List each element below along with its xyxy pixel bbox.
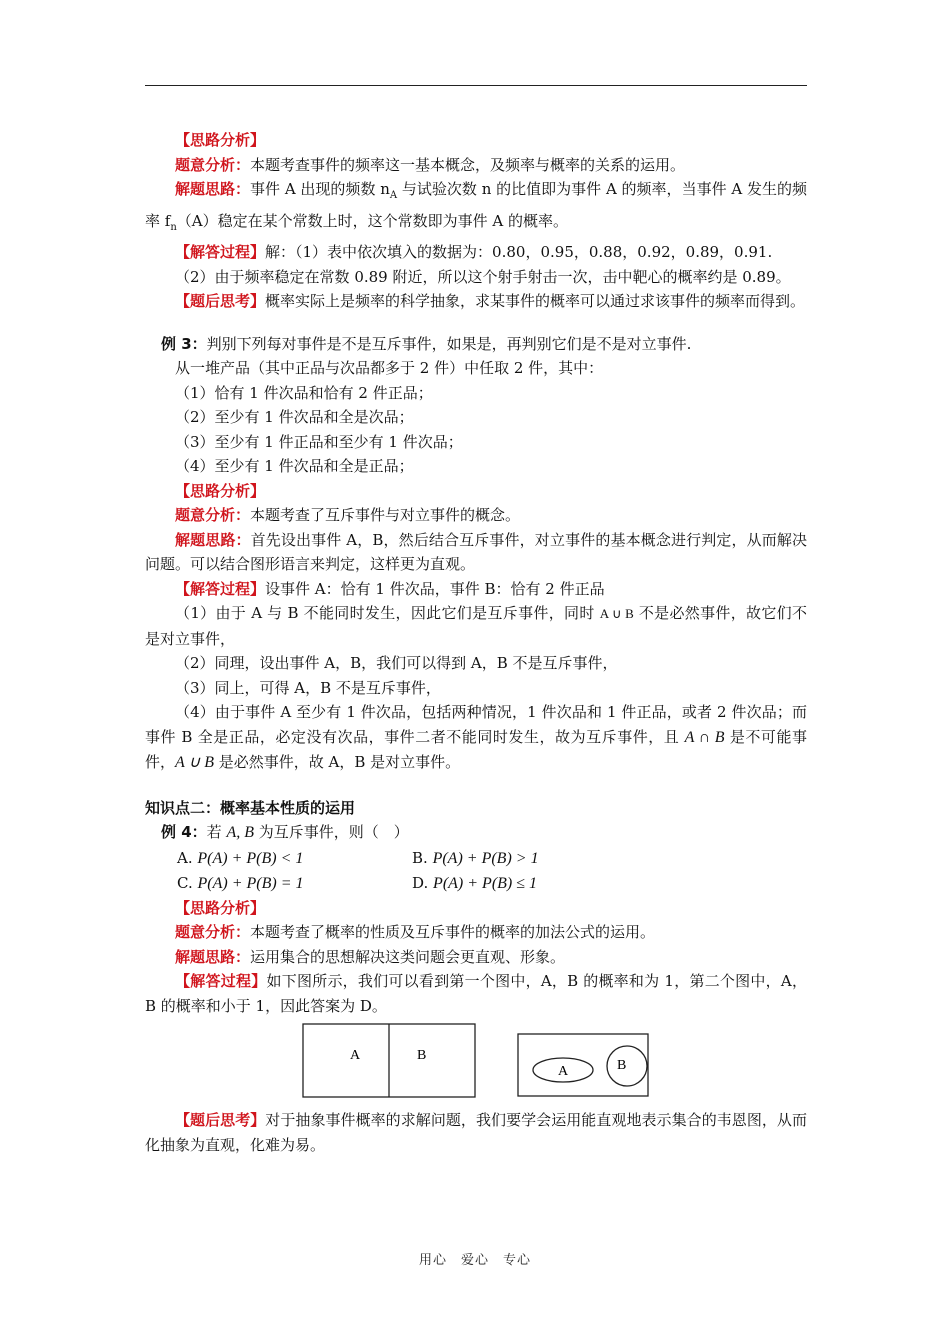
paragraph-approach: 解题思路：首先设出事件 A，B，然后结合互斥事件，对立事件的基本概念进行判定，从而解决问题。可以结合图形语言来判定，这样更为直观。 — [145, 530, 807, 573]
solution-step-1: （1）由于 A 与 B 不能同时发生，因此它们是互斥事件，同时 A ∪ B 不是必然事件，故它们不是对立事件， — [145, 604, 808, 648]
option-d: D. P(A) + P(B) ≤ 1 — [412, 873, 538, 892]
solution-step-2: （2）同理，设出事件 A，B，我们可以得到 A，B 不是互斥事件， — [175, 654, 618, 672]
figure-1-label-b: B — [417, 1048, 427, 1063]
solution-step-4: （4）由于事件 A 至少有 1 件次品，包括两种情况，1 件次品和 1 件正品，或者 2 件次品；而事件 B 全是正品，必定没有次品，事件二者不能同时发生，故为互斥事件，且 A ∩ B 是不可能事件，A ∪ B 是必然事件，故 A，B 是对立事件。 — [145, 703, 807, 771]
header-rule — [145, 85, 807, 86]
answer-options — [177, 846, 807, 896]
paragraph-solution: 【解答过程】如下图所示，我们可以看到第一个图中，A，B 的概率和为 1，第二个图中，A，B 的概率和小于 1，因此答案为 D。 — [145, 972, 807, 1015]
heading-analysis: 【思路分析】 — [175, 131, 266, 149]
example-3-case-3: （3）至少有 1 件正品和至少有 1 件次品； — [175, 432, 463, 451]
figure-complementary — [303, 1024, 475, 1097]
paragraph-reflection: 【题后思考】概率实际上是频率的科学抽象，求某事件的概率可以通过求该事件的频率而得到。 — [175, 292, 806, 310]
circle-b — [607, 1046, 647, 1086]
page-content — [145, 128, 807, 1157]
figure-exclusive — [518, 1034, 648, 1096]
paragraph-solution-2: （2）由于频率稳定在常数 0.89 附近，所以这个射手射击一次，击中靶心的概率约是 0.89。 — [175, 267, 791, 286]
option-c: C. P(A) + P(B) = 1 — [177, 873, 304, 892]
paragraph-solution: 【解答过程】设事件 A：恰有 1 件次品，事件 B：恰有 2 件正品 — [175, 579, 605, 598]
paragraph-approach: 解题思路：事件 A 出现的频数 $n_A$ 与试验次数 n 的比值即为事件 A 的频率，当事件 A 发生的频率 $f_n(A)$稳定在某个常数上时，这个常数即为事件 A 的概率。 — [145, 180, 807, 233]
example-3-case-1: （1）恰有 1 件次品和恰有 2 件正品； — [175, 383, 433, 402]
example-3-case-4: （4）至少有 1 件次品和全是正品； — [175, 457, 414, 475]
example-3-setup: 从一堆产品（其中正品与次品都多于 2 件）中任取 2 件，其中： — [175, 359, 604, 377]
venn-figures — [145, 1022, 807, 1102]
heading-analysis: 【思路分析】 — [175, 481, 266, 500]
paragraph-meaning: 题意分析：本题考查了互斥事件与对立事件的概念。 — [175, 506, 521, 524]
page-footer: 用心 爱心 专心 — [418, 1253, 531, 1268]
figure-2-label-b: B — [617, 1058, 627, 1073]
option-b: B. P(A) + P(B) > 1 — [412, 848, 539, 867]
figure-2-label-a: A — [558, 1064, 569, 1079]
example-4-question: 例 4：若 A, B 为互斥事件，则（ ） — [161, 823, 409, 841]
paragraph-meaning: 题意分析：本题考查事件的频率这一基本概念，及频率与概率的关系的运用。 — [175, 155, 686, 174]
paragraph-approach: 解题思路：运用集合的思想解决这类问题会更直观、形象。 — [175, 947, 566, 966]
venn-diagram-svg — [145, 1022, 807, 1102]
figure-1-label-a: A — [350, 1048, 361, 1063]
section-title: 知识点二：概率基本性质的运用 — [145, 798, 356, 817]
example-3-case-2: （2）至少有 1 件次品和全是次品； — [175, 408, 414, 426]
paragraph-meaning: 题意分析：本题考查了概率的性质及互斥事件的概率的加法公式的运用。 — [175, 923, 656, 941]
heading-analysis: 【思路分析】 — [175, 898, 266, 917]
figure-2-frame — [518, 1034, 648, 1096]
solution-step-3: （3）同上，可得 A，B 不是互斥事件， — [175, 678, 441, 697]
paragraph-reflection: 【题后思考】对于抽象事件概率的求解问题，我们要学会运用能直观地表示集合的韦恩图，从而化抽象为直观，化难为易。 — [145, 1111, 807, 1154]
paragraph-solution: 【解答过程】解：（1）表中依次填入的数据为：0.80，0.95，0.88，0.92，0.89，0.91. — [175, 243, 773, 261]
option-a: A. P(A) + P(B) < 1 — [177, 848, 304, 867]
example-3-question: 例 3：判别下列每对事件是不是互斥事件，如果是，再判别它们是不是对立事件. — [161, 334, 692, 353]
